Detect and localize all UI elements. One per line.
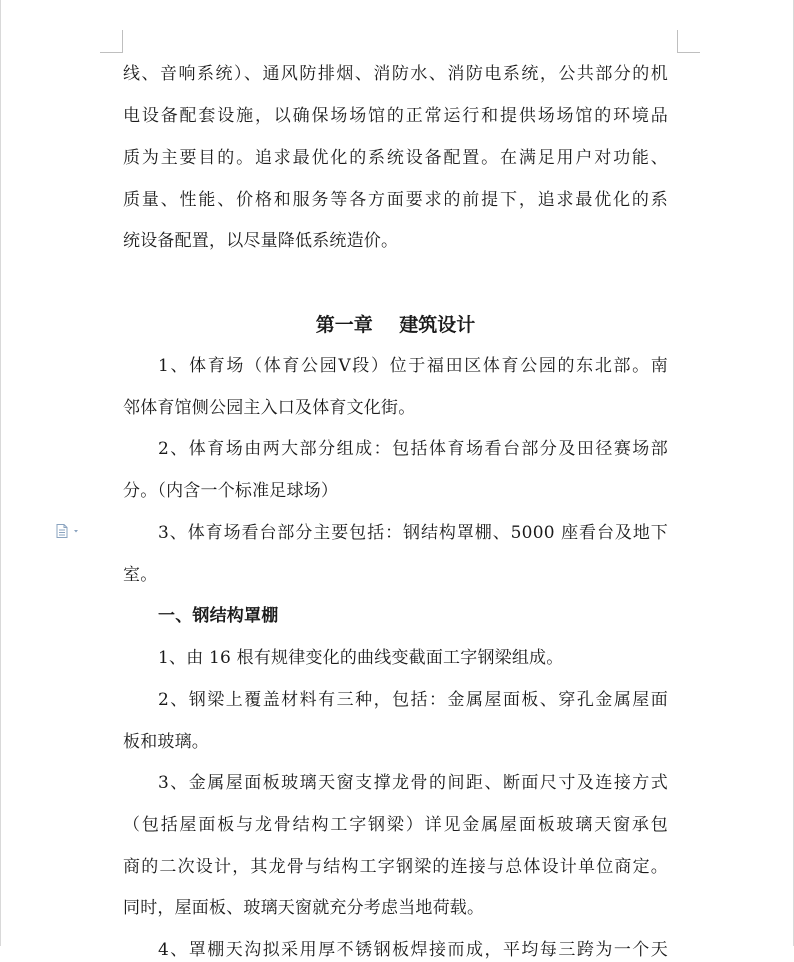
item-1-line-1: 1、体育场（体育公园Ⅴ段）位于福田区体育公园的东北部。南: [158, 356, 668, 376]
item-3-line-2: 室。: [123, 565, 158, 585]
canopy-item-2-line-2: 板和玻璃。: [123, 732, 209, 752]
crop-mark-top-left: [100, 30, 123, 53]
paragraph-line-2: 电设备配套设施，以确保场场馆的正常运行和提供场场馆的环境品: [123, 106, 668, 126]
page-left-edge: [0, 0, 1, 946]
canopy-item-3-line-2: （包括屋面板与龙骨结构工字钢梁）详见金属屋面板玻璃天窗承包: [123, 815, 668, 835]
paragraph-line-1: 线、音响系统）、通风防排烟、消防水、消防电系统，公共部分的机: [123, 64, 668, 84]
paragraph-line-4: 质量、性能、价格和服务等各方面要求的前提下，追求最优化的系: [123, 190, 668, 210]
item-2-line-1: 2、体育场由两大部分组成：包括体育场看台部分及田径赛场部: [158, 439, 668, 459]
crop-mark-top-right: [677, 30, 700, 53]
paragraph-line-3: 质为主要目的。追求最优化的系统设备配置。在满足用户对功能、: [123, 148, 668, 168]
section-heading-steel-canopy: 一、钢结构罩棚: [158, 606, 279, 626]
canopy-item-1: 1、由 16 根有规律变化的曲线变截面工字钢梁组成。: [158, 648, 564, 668]
item-1-line-2: 邻体育馆侧公园主入口及体育文化街。: [123, 398, 416, 418]
canopy-item-3-line-4: 同时，屋面板、玻璃天窗就充分考虑当地荷载。: [123, 898, 485, 918]
canopy-item-3-line-3: 商的二次设计，其龙骨与结构工字钢梁的连接与总体设计单位商定。: [123, 857, 668, 877]
item-2-line-2: 分。（内含一个标准足球场）: [123, 481, 339, 501]
document-dropdown-icon[interactable]: [56, 524, 84, 538]
paragraph-line-5: 统设备配置，以尽量降低系统造价。: [123, 231, 399, 251]
canopy-item-4-line-1: 4、罩棚天沟拟采用厚不锈钢板焊接而成，平均每三跨为一个天: [158, 940, 668, 960]
item-3-line-1: 3、体育场看台部分主要包括：钢结构罩棚、5000 座看台及地下: [158, 523, 668, 543]
canopy-item-2-line-1: 2、钢梁上覆盖材料有三种，包括：金属屋面板、穿孔金属屋面: [158, 690, 668, 710]
chapter-heading: 第一章 建筑设计: [315, 314, 476, 336]
canopy-item-3-line-1: 3、金属屋面板玻璃天窗支撑龙骨的间距、断面尺寸及连接方式: [158, 773, 668, 793]
